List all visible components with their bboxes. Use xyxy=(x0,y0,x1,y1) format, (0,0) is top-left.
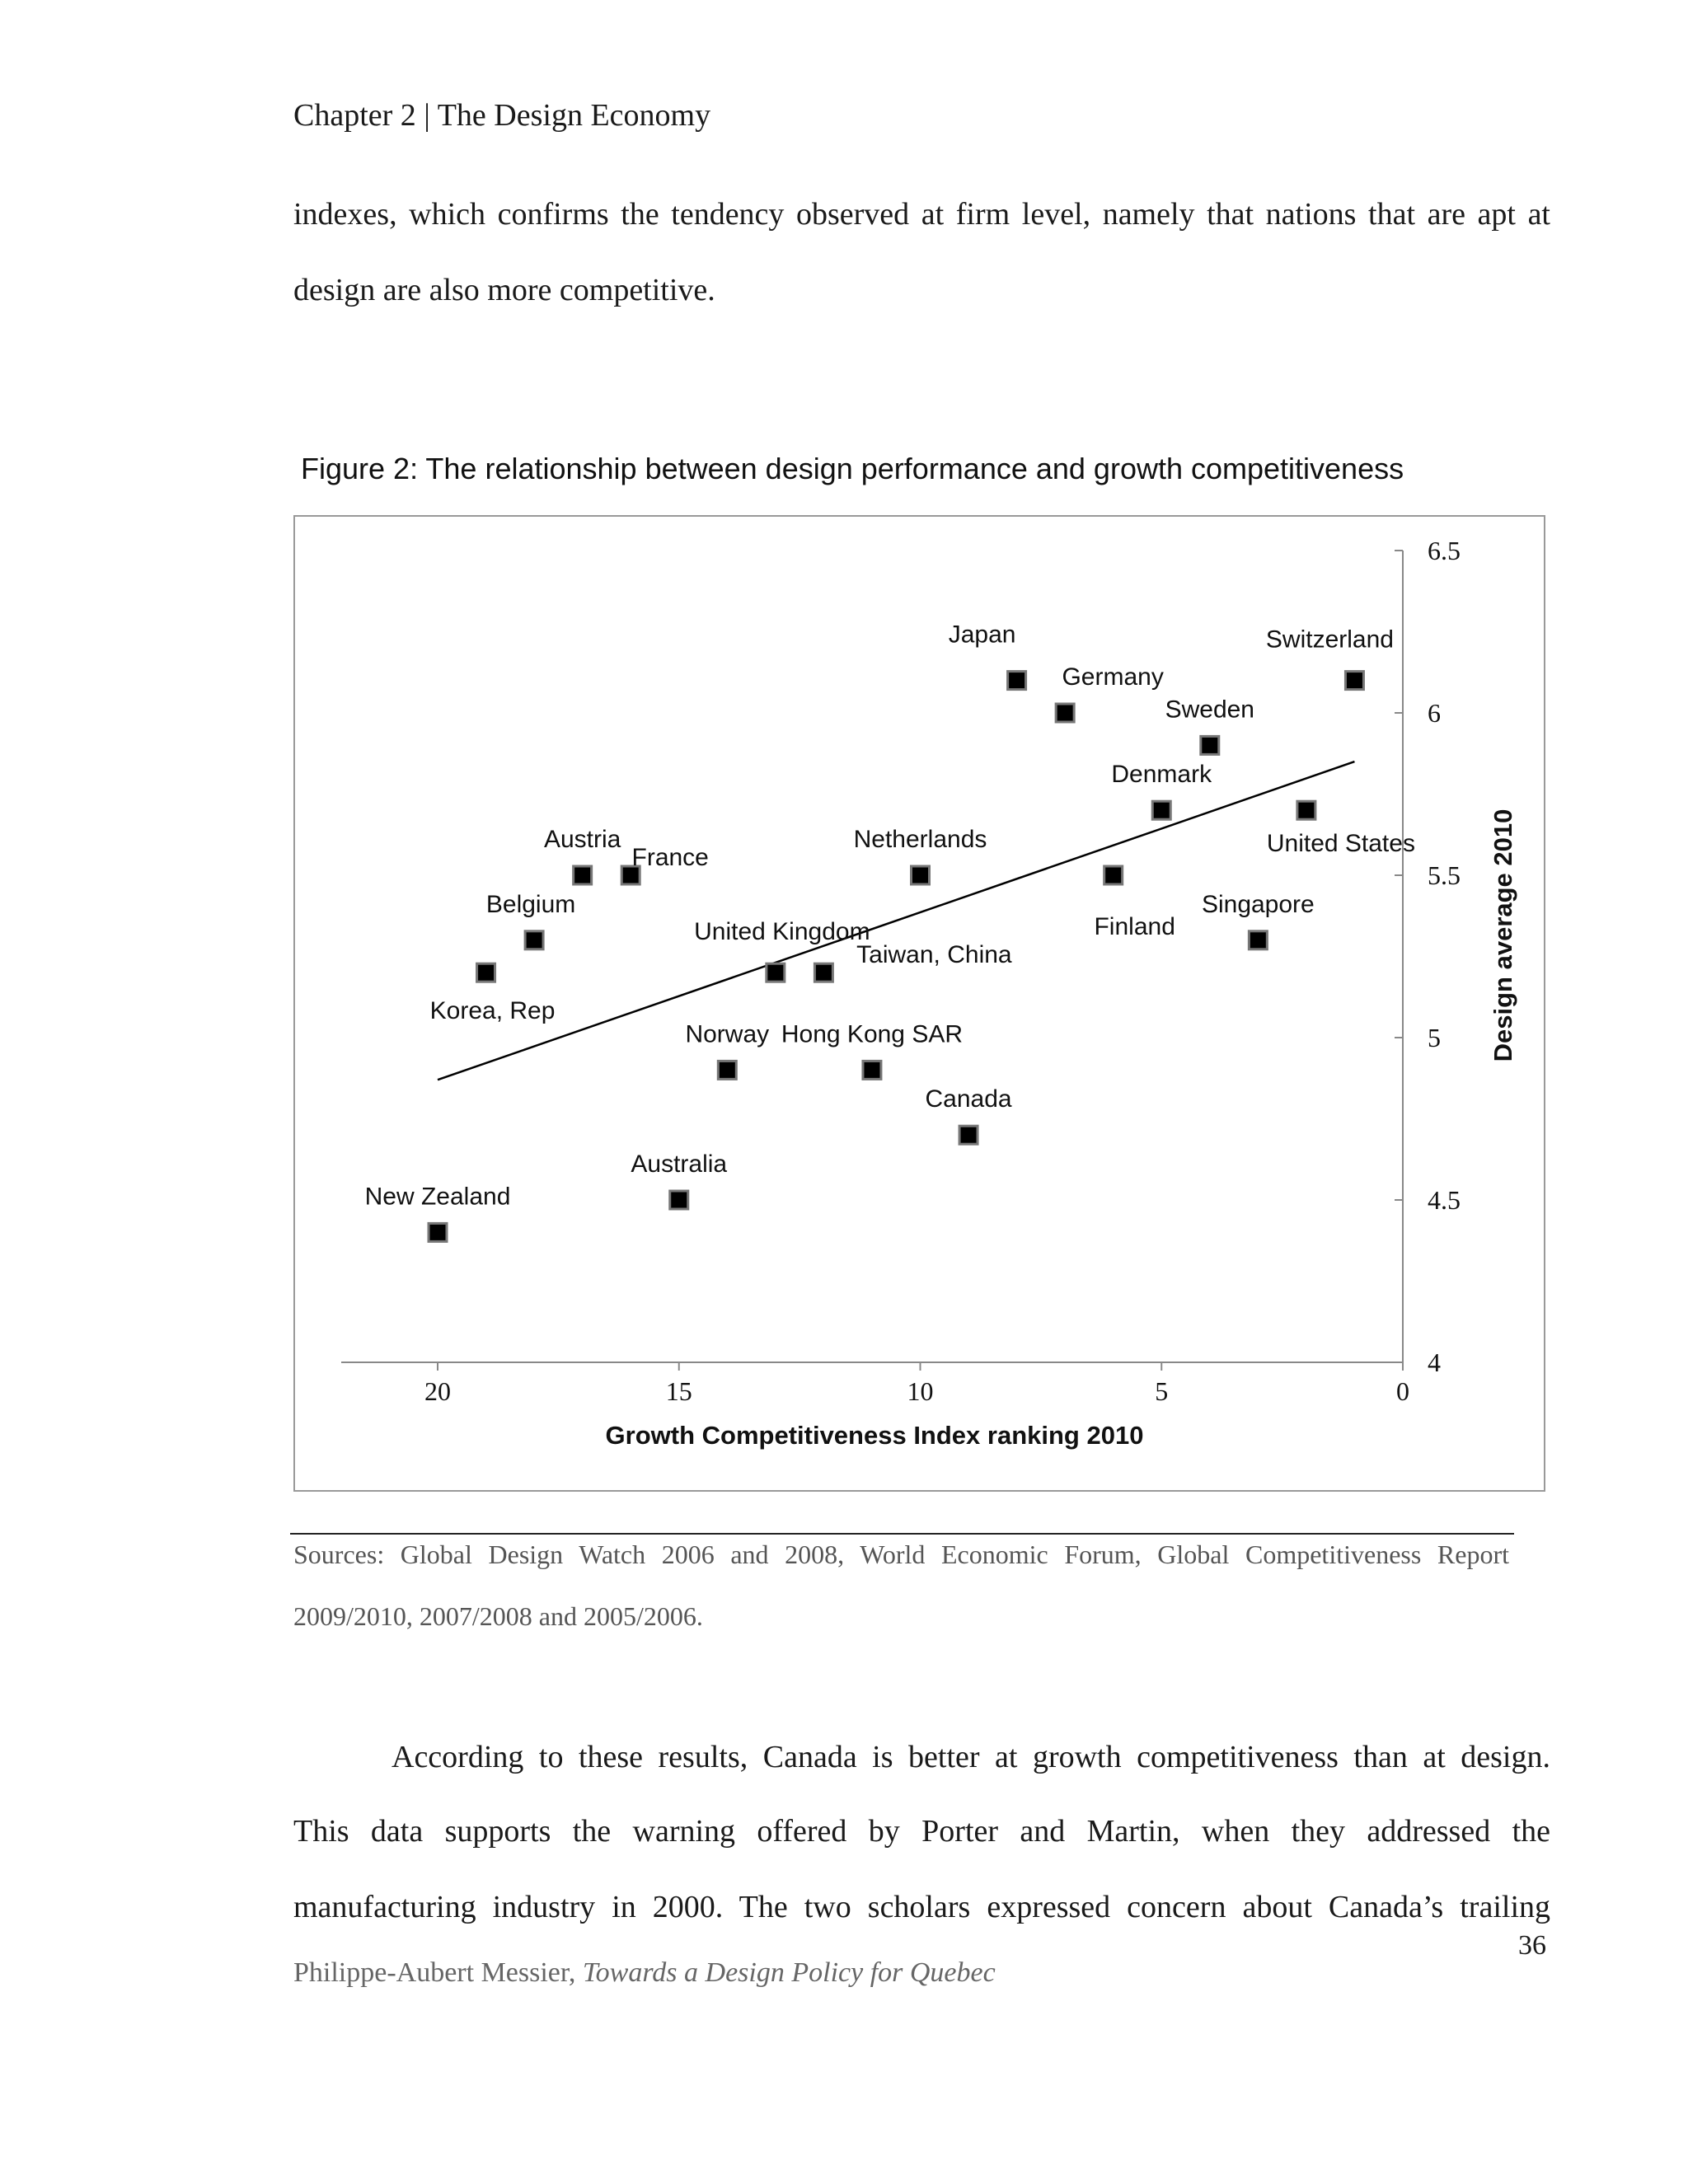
x-tick-label: 0 xyxy=(1396,1376,1409,1406)
data-point-taiwan-china xyxy=(814,963,832,982)
body-line-3: manufacturing industry in 2000. The two scholars expressed concern about Canada’s trailing xyxy=(293,1890,1550,1924)
sources-rule xyxy=(290,1533,1514,1535)
footer-author: Philippe-Aubert Messier, xyxy=(293,1957,583,1988)
data-label-korea-rep: Korea, Rep xyxy=(429,997,556,1025)
data-label-japan: Japan xyxy=(948,621,1016,649)
data-point-belgium xyxy=(525,931,543,949)
data-point-denmark xyxy=(1152,801,1170,819)
x-tick-label: 15 xyxy=(665,1376,692,1406)
data-point-switzerland xyxy=(1345,672,1363,690)
x-axis-title: Growth Competitiveness Index ranking 2010 xyxy=(605,1421,1144,1450)
data-label-hong-kong-sar: Hong Kong SAR xyxy=(781,1020,964,1048)
y-tick-label: 4 xyxy=(1428,1347,1441,1377)
scatter-chart xyxy=(293,515,1545,1492)
chapter-header: Chapter 2 | The Design Economy xyxy=(293,98,711,133)
sources-line-2: 2009/2010, 2007/2008 and 2005/2006. xyxy=(293,1601,703,1631)
intro-line-1: indexes, which confirms the tendency observed at firm level, namely that nations that are apt at xyxy=(293,197,1550,232)
data-label-france: France xyxy=(631,844,709,871)
x-tick-label: 5 xyxy=(1155,1376,1169,1406)
data-label-germany: Germany xyxy=(1062,663,1164,691)
data-point-united-kingdom xyxy=(767,963,785,982)
data-label-finland: Finland xyxy=(1094,913,1175,940)
footer xyxy=(293,1957,996,1989)
body-line-1: According to these results, Canada is better at growth competitiveness than at design. xyxy=(392,1740,1550,1774)
data-label-switzerland: Switzerland xyxy=(1265,626,1394,654)
data-label-singapore: Singapore xyxy=(1201,890,1315,918)
y-tick-label: 6.5 xyxy=(1428,536,1461,565)
data-point-hong-kong-sar xyxy=(863,1061,881,1079)
data-point-united-states xyxy=(1297,801,1315,819)
body-line-2: This data supports the warning offered by Porter and Martin, when they addressed the xyxy=(293,1814,1550,1849)
data-point-austria xyxy=(574,866,592,884)
data-point-singapore xyxy=(1249,931,1267,949)
data-point-finland xyxy=(1104,866,1123,884)
data-point-australia xyxy=(670,1191,688,1209)
data-label-norway: Norway xyxy=(685,1020,770,1048)
x-tick-label: 10 xyxy=(907,1376,934,1406)
data-label-united-kingdom: United Kingdom xyxy=(694,918,870,946)
y-axis-title: Design average 2010 xyxy=(1489,808,1517,1062)
data-label-canada: Canada xyxy=(925,1085,1012,1113)
data-label-taiwan-china: Taiwan, China xyxy=(856,941,1012,969)
data-label-united-states: United States xyxy=(1266,830,1415,858)
data-label-austria: Austria xyxy=(543,826,621,853)
page-number: 36 xyxy=(1518,1930,1546,1961)
y-tick-label: 5 xyxy=(1428,1023,1441,1052)
data-point-canada xyxy=(959,1126,978,1144)
sources-line-1: Sources: Global Design Watch 2006 and 2008, World Economic Forum, Global Competitiveness Report xyxy=(293,1540,1509,1569)
data-label-new-zealand: New Zealand xyxy=(364,1183,511,1211)
data-label-belgium: Belgium xyxy=(485,890,576,918)
data-point-japan xyxy=(1008,672,1026,690)
data-point-sweden xyxy=(1201,736,1219,754)
data-point-netherlands xyxy=(912,866,930,884)
data-label-australia: Australia xyxy=(631,1151,728,1178)
data-point-korea-rep xyxy=(477,963,495,982)
data-label-denmark: Denmark xyxy=(1111,761,1212,789)
data-point-germany xyxy=(1056,704,1074,722)
data-point-norway xyxy=(718,1061,736,1079)
footer-book-title: Towards a Design Policy for Quebec xyxy=(582,1957,996,1988)
y-tick-label: 6 xyxy=(1428,698,1441,728)
data-point-new-zealand xyxy=(429,1223,447,1241)
figure-caption: Figure 2: The relationship between design performance and growth competitiveness xyxy=(301,452,1404,485)
data-label-netherlands: Netherlands xyxy=(853,826,987,853)
intro-line-2: design are also more competitive. xyxy=(293,273,715,307)
y-tick-label: 5.5 xyxy=(1428,860,1461,890)
data-label-sweden: Sweden xyxy=(1165,696,1255,724)
x-tick-label: 20 xyxy=(424,1376,451,1406)
y-tick-label: 4.5 xyxy=(1428,1185,1461,1215)
